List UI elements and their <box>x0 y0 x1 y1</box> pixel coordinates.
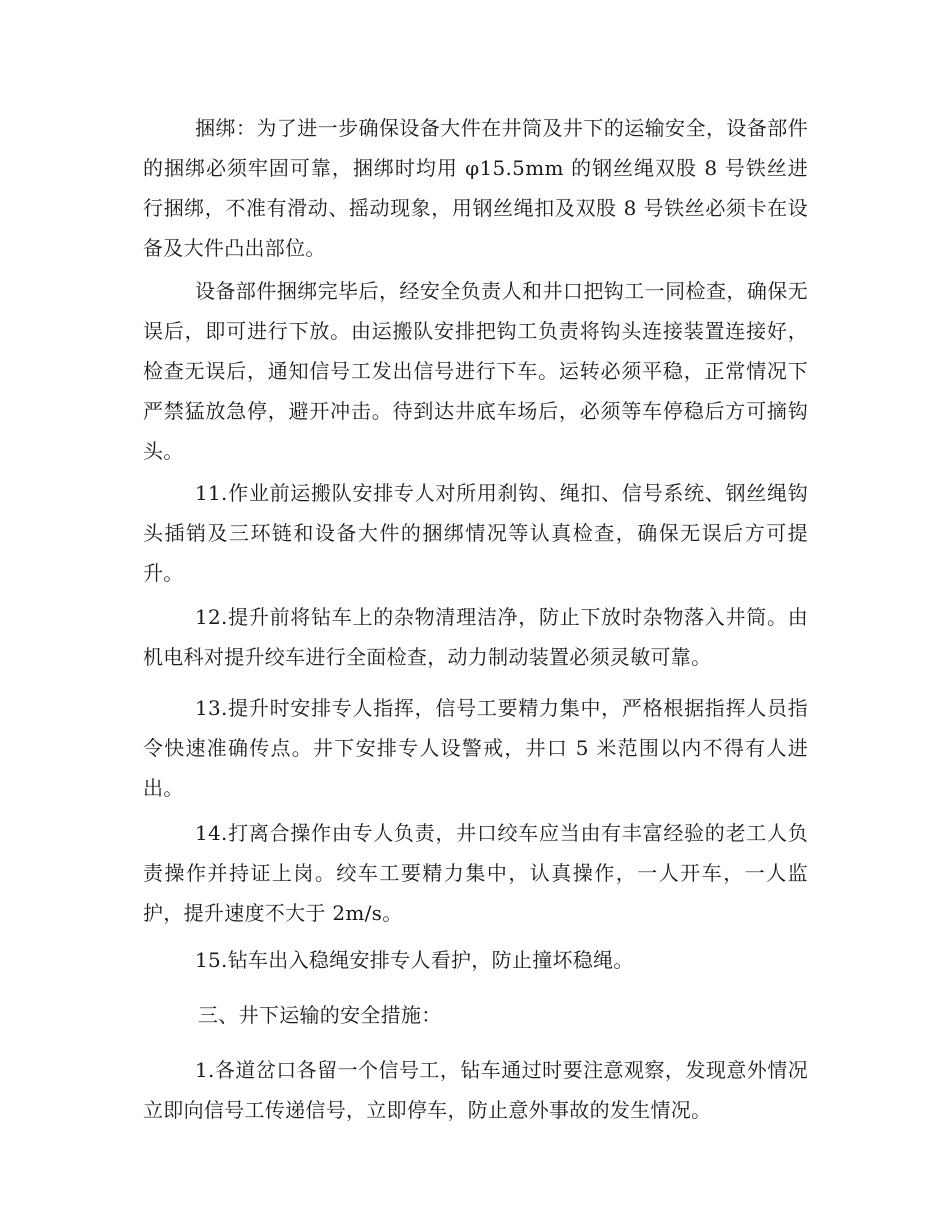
paragraph-item-12: 12.提升前将钻车上的杂物清理洁净，防止下放时杂物落入井筒。由机电科对提升绞车进行全面检查，动力制动装置必须灵敏可靠。 <box>143 605 808 669</box>
paragraph-item-14: 14.打离合操作由专人负责，井口绞车应当由有丰富经验的老工人负责操作并持证上岗。绞车工要精力集中，认真操作，一人开车，一人监护，提升速度不大于 2m/s。 <box>143 821 808 925</box>
paragraph-item-15: 15.钻车出入稳绳安排专人看护，防止撞坏稳绳。 <box>195 948 634 972</box>
paragraph-item-1: 1.各道岔口各留一个信号工，钻车通过时要注意观察，发现意外情况立即向信号工传递信号，立即停车，防止意外事故的发生情况。 <box>143 1058 808 1122</box>
paragraph-inspection-lowering: 设备部件捆绑完毕后，经安全负责人和井口把钩工一同检查，确保无误后，即可进行下放。由运搬队安排把钩工负责将钩头连接装置连接好，检查无误后，通知信号工发出信号进行下车。运转必须平稳，正常情况下严禁猛放急停，避开冲击。待到达井底车场后，必须等车停稳后方可摘钩头。 <box>143 279 808 463</box>
paragraph-item-13: 13.提升时安排专人指挥，信号工要精力集中，严格根据指挥人员指令快速准确传点。井下安排专人设警戒，井口 5 米范围以内不得有人进出。 <box>143 696 808 800</box>
paragraph-item-11: 11.作业前运搬队安排专人对所用刹钩、绳扣、信号系统、钢丝绳钩头插销及三环链和设备大件的捆绑情况等认真检查，确保无误后方可提升。 <box>143 481 808 585</box>
paragraph-binding: 捆绑：为了进一步确保设备大件在井筒及井下的运输安全，设备部件的捆绑必须牢固可靠，捆绑时均用 φ15.5mm 的钢丝绳双股 8 号铁丝进行捆绑，不准有滑动、摇动现象，用钢丝绳扣及双股 8 号铁丝必须卡在设备及大件凸出部位。 <box>143 116 808 260</box>
section-heading-underground-transport: 三、井下运输的安全措施： <box>198 1003 442 1027</box>
